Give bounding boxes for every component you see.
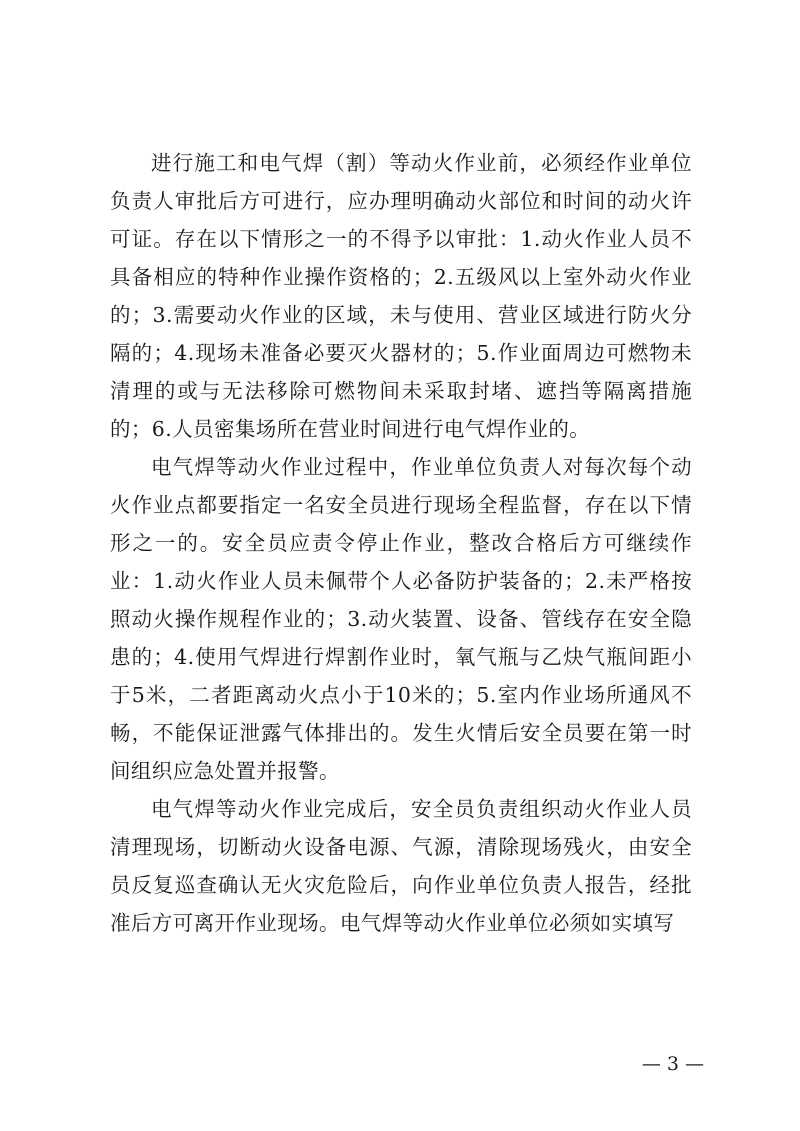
page-number: — 3 —: [641, 1053, 704, 1075]
paragraph-hot-work-approval: 进行施工和电气焊（割）等动火作业前，必须经作业单位负责人审批后方可进行，应办理明确动火部位和时间的动火许可证。存在以下情形之一的不得予以审批：1.动火作业人员不具备相应的特种作业操作资格的；2.五级风以上室外动火作业的；3.需要动火作业的区域，未与使用、营业区域进行防火分隔的；4.现场未准备必要灭火器材的；5.作业面周边可燃物未清理的或与无法移除可燃物间未采取封堵、遮挡等隔离措施的；6.人员密集场所在营业时间进行电气焊作业的。: [110, 151, 692, 441]
document-body: [110, 144, 692, 942]
paragraph-hot-work-supervision: 电气焊等动火作业过程中，作业单位负责人对每次每个动火作业点都要指定一名安全员进行现场全程监督，存在以下情形之一的。安全员应责令停止作业，整改合格后方可继续作业：1.动火作业人员未佩带个人必备防护装备的；2.未严格按照动火操作规程作业的；3.动火装置、设备、管线存在安全隐患的；4.使用气焊进行焊割作业时，氧气瓶与乙炔气瓶间距小于5米，二者距离动火点小于10米的；5.室内作业场所通风不畅，不能保证泄露气体排出的。发生火情后安全员要在第一时间组织应急处置并报警。: [110, 455, 692, 783]
paragraph-hot-work-completion: 电气焊等动火作业完成后，安全员负责组织动火作业人员清理现场，切断动火设备电源、气源，清除现场残火，由安全员反复巡查确认无火灾危险后，向作业单位负责人报告，经批准后方可离开作业现场。电气焊等动火作业单位必须如实填写: [110, 797, 692, 935]
